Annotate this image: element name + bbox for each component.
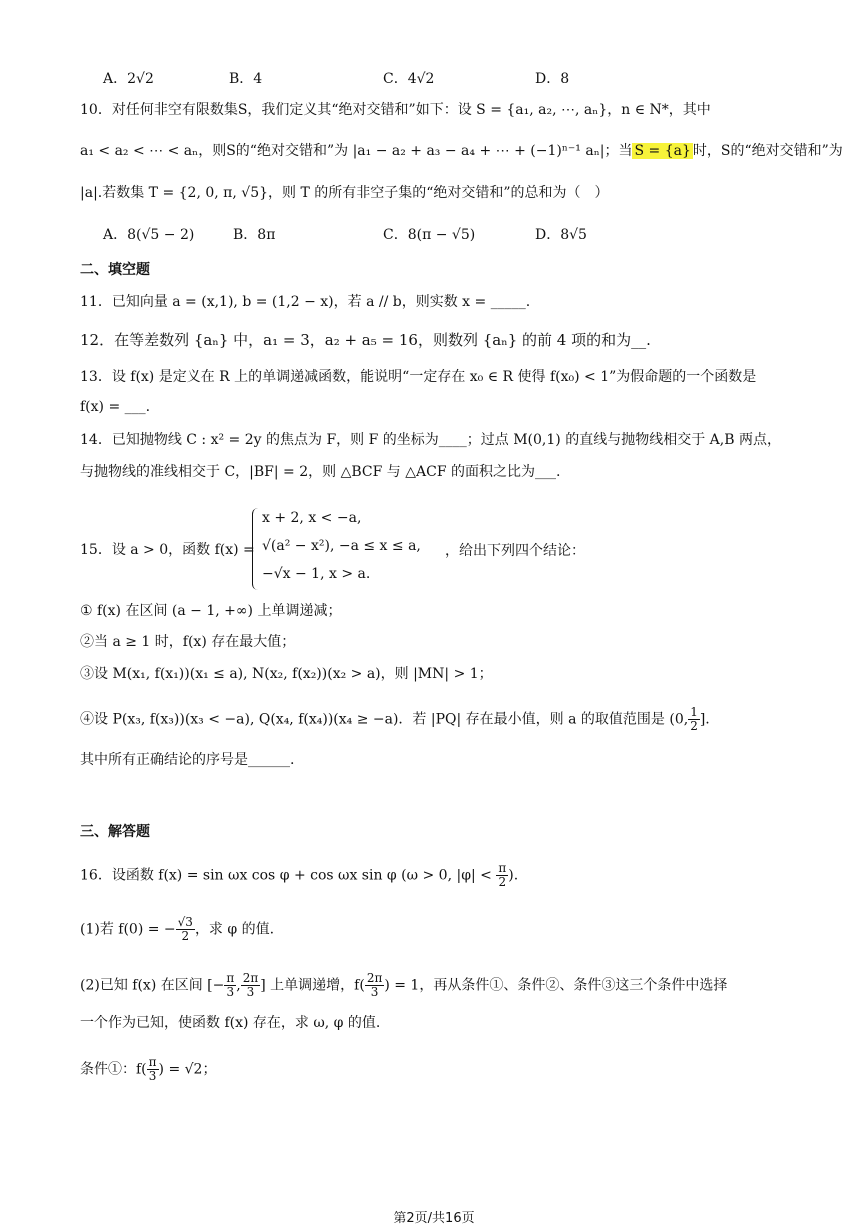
q13-line2: f(x) = ___. (80, 399, 151, 415)
q15-lead: 15．设 a > 0，函数 f(x) = (80, 542, 255, 558)
q15-conclusion-3: ③设 M(x₁, f(x₁))(x₁ ≤ a), N(x₂, f(x₂))(x₂ > a)，则 |MN| > 1； (80, 666, 493, 682)
q16-p2-d1: 3 (226, 985, 235, 999)
q9-option-b: B．4 (229, 71, 263, 87)
q16-p2-n3: 2π (366, 971, 383, 985)
q10-option-c: C．8(π − √5) (383, 227, 476, 243)
q15-conclusion-4 (80, 706, 710, 733)
q16-lead (80, 862, 518, 889)
q16-p2-frac2 (241, 972, 261, 999)
q16-p2-frac3 (365, 972, 385, 999)
section-fill-in-heading: 二、填空题 (80, 262, 150, 278)
q15-c4-den: 2 (690, 719, 698, 733)
q9-option-a: A．2√2 (103, 71, 154, 87)
q15-conclusion-1: ① f(x) 在区间 (a − 1, +∞) 上单调递减； (80, 603, 342, 619)
q16-p2-c: ) = 1，再从条件①、条件②、条件③这三个条件中选择 (384, 977, 728, 994)
q10-highlight: S = {a} (634, 143, 691, 159)
q16-cond1-b: ) = √2； (158, 1061, 217, 1078)
q15-case1: x + 2, x < −a, (262, 510, 362, 526)
q16-p2-d2: 3 (246, 985, 255, 999)
q11: 11．已知向量 a = (x,1), b = (1,2 − x)，若 a // b，则实数 x = _____. (80, 294, 531, 310)
q12: 12．在等差数列 {aₙ} 中，a₁ = 3，a₂ + a₅ = 16，则数列 {aₙ} 的前 4 项的和为__. (80, 331, 651, 349)
q16-p2-a: (2)已知 f(x) 在区间 [− (80, 977, 225, 994)
section-solve-heading: 三、解答题 (80, 824, 150, 840)
q16-part1 (80, 916, 274, 943)
q15-c4-open: (0, (669, 711, 689, 728)
q16-lead-fraction (496, 862, 508, 889)
q16-lead-text: 16．设函数 f(x) = sin ωx cos φ + cos ωx sin φ (ω > 0, |φ| < (80, 867, 492, 884)
q9-option-d: D．8 (535, 71, 570, 87)
page-footer: 第2页/共16页 (393, 1211, 475, 1226)
q15-brace (252, 508, 259, 590)
q16-p1-den: 2 (181, 929, 190, 943)
q15-c4-num: 1 (690, 705, 698, 719)
q16-cond1-a: 条件①：f( (80, 1061, 147, 1078)
q16-p2-n1: π (226, 971, 235, 985)
q16-cond1-num: π (148, 1055, 157, 1069)
q16-p2-n2: 2π (242, 971, 259, 985)
q16-part2-line1 (80, 972, 727, 999)
q10-option-a: A．8(√5 − 2) (103, 227, 195, 243)
q9-option-c: C．4√2 (383, 71, 435, 87)
q16-p1-num: √3 (177, 915, 193, 929)
q16-p1-text: (1)若 f(0) = − (80, 921, 176, 938)
q10-line2 (80, 141, 843, 161)
q15-c4-text: ④设 P(x₃, f(x₃))(x₃ < −a), Q(x₄, f(x₄))(x₄ ≥ −a)．若 |PQ| 存在最小值，则 a 的取值范围是 (80, 711, 665, 728)
q14-line1: 14．已知抛物线 C : x² = 2y 的焦点为 F，则 F 的坐标为____；过点 M(0,1) 的直线与抛物线相交于 A,B 两点， (80, 432, 781, 448)
q16-p1-end: ，求 φ 的值. (194, 921, 275, 938)
q15-case2: √(a² − x²), −a ≤ x ≤ a, (262, 538, 421, 554)
q15-conclusion-2: ②当 a ≥ 1 时，f(x) 存在最大值； (80, 634, 296, 650)
q16-lead-den: 2 (498, 875, 507, 889)
q10-line3: |a|.若数集 T = {2, 0, π, √5}，则 T 的所有非空子集的“绝对交错和”的总和为（ ） (80, 185, 609, 201)
q16-p2-mid: , (236, 977, 241, 994)
q15-c4-close: ]. (699, 711, 710, 728)
q16-p2-b: ] 上单调递增，f( (260, 977, 365, 994)
q16-p1-fraction (176, 916, 195, 943)
q10-line2-b: 时，S的“绝对交错和”为 (692, 143, 843, 159)
q16-lead-end: ). (508, 867, 519, 884)
q15-ask: 其中所有正确结论的序号是______. (80, 752, 295, 768)
q15-c4-fraction (688, 706, 700, 733)
q15-case3: −√x − 1, x > a. (262, 566, 371, 582)
q16-cond1-den: 3 (148, 1069, 157, 1083)
q16-cond1-fraction (147, 1056, 159, 1083)
q16-p2-frac1 (224, 972, 236, 999)
q16-lead-num: π (498, 861, 507, 875)
q10-option-d: D．8√5 (535, 227, 587, 243)
q16-part2-line2: 一个作为已知，使函数 f(x) 存在，求 ω, φ 的值. (80, 1015, 381, 1031)
q16-condition1 (80, 1056, 216, 1083)
q13-line1: 13．设 f(x) 是定义在 R 上的单调递减函数，能说明“一定存在 x₀ ∈ R 使得 f(x₀) < 1”为假命题的一个函数是 (80, 369, 757, 385)
q16-p2-d3: 3 (370, 985, 379, 999)
q10-option-b: B．8π (233, 227, 276, 243)
q10-line1: 10．对任何非空有限数集S，我们定义其“绝对交错和”如下：设 S = {a₁, a₂, ⋯, aₙ}，n ∈ N*，其中 (80, 102, 711, 118)
q10-line2-a: a₁ < a₂ < ⋯ < aₙ，则S的“绝对交错和”为 |a₁ − a₂ + a₃ − a₄ + ⋯ + (−1)ⁿ⁻¹ aₙ|；当 (80, 143, 633, 159)
q14-line2: 与抛物线的准线相交于 C，|BF| = 2，则 △BCF 与 △ACF 的面积之比为___. (80, 464, 561, 480)
q15-tail: ，给出下列四个结论： (445, 543, 585, 559)
